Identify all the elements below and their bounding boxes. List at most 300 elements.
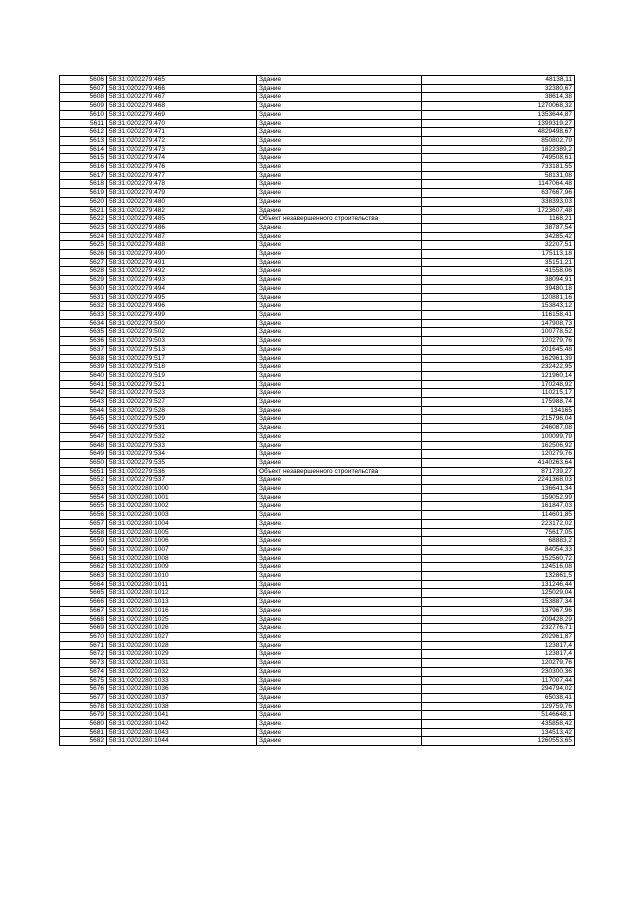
- object-type: Здание: [257, 76, 422, 85]
- cadastral-number: 58:31:0202279:474: [107, 154, 257, 163]
- cadastral-number: 58:31:0202280:1037: [107, 693, 257, 702]
- object-type: Здание: [257, 163, 422, 172]
- row-number: 5634: [60, 319, 107, 328]
- cadastral-value: 68883,2: [422, 537, 575, 546]
- cadastral-number: 58:31:0202280:1010: [107, 572, 257, 581]
- object-type: Здание: [257, 128, 422, 137]
- object-type: Здание: [257, 589, 422, 598]
- row-number: 5630: [60, 284, 107, 293]
- row-number: 5666: [60, 598, 107, 607]
- cadastral-value: 117007,44: [422, 676, 575, 685]
- cadastral-value: 32207,51: [422, 241, 575, 250]
- object-type: Здание: [257, 650, 422, 659]
- cadastral-value: 131246,44: [422, 580, 575, 589]
- row-number: 5681: [60, 728, 107, 737]
- cadastral-number: 58:31:0202279:468: [107, 102, 257, 111]
- object-type: Здание: [257, 328, 422, 337]
- object-type: Здание: [257, 284, 422, 293]
- object-type: Здание: [257, 458, 422, 467]
- row-number: 5667: [60, 606, 107, 615]
- object-type: Здание: [257, 615, 422, 624]
- table-row: [60, 476, 575, 485]
- cadastral-number: 58:31:0202280:1006: [107, 537, 257, 546]
- row-number: 5650: [60, 458, 107, 467]
- table-row: [60, 667, 575, 676]
- cadastral-value: 435858,42: [422, 720, 575, 729]
- cadastral-number: 58:31:0202279:488: [107, 241, 257, 250]
- cadastral-number: 58:31:0202280:1012: [107, 589, 257, 598]
- table-row: [60, 145, 575, 154]
- object-type: Здание: [257, 598, 422, 607]
- object-type: Здание: [257, 711, 422, 720]
- row-number: 5654: [60, 493, 107, 502]
- cadastral-number: 58:31:0202280:1043: [107, 728, 257, 737]
- cadastral-value: 637667,96: [422, 189, 575, 198]
- cadastral-value: 1399319,27: [422, 119, 575, 128]
- object-type: Здание: [257, 572, 422, 581]
- table-row: [60, 171, 575, 180]
- row-number: 5646: [60, 424, 107, 433]
- object-type: Здание: [257, 258, 422, 267]
- cadastral-number: 58:31:0202279:533: [107, 441, 257, 450]
- cadastral-number: 58:31:0202279:478: [107, 180, 257, 189]
- table-row: [60, 572, 575, 581]
- table-row: [60, 136, 575, 145]
- object-type: Здание: [257, 276, 422, 285]
- row-number: 5670: [60, 633, 107, 642]
- table-row: [60, 110, 575, 119]
- table-row: [60, 598, 575, 607]
- object-type: Здание: [257, 154, 422, 163]
- row-number: 5639: [60, 363, 107, 372]
- table-row: [60, 415, 575, 424]
- cadastral-number: 58:31:0202280:1033: [107, 676, 257, 685]
- table-row: [60, 615, 575, 624]
- table-row: [60, 406, 575, 415]
- row-number: 5647: [60, 432, 107, 441]
- row-number: 5628: [60, 267, 107, 276]
- cadastral-value: 201645,48: [422, 345, 575, 354]
- cadastral-number: 58:31:0202279:491: [107, 258, 257, 267]
- table-row: [60, 458, 575, 467]
- object-type: Здание: [257, 180, 422, 189]
- cadastral-number: 58:31:0202280:1007: [107, 545, 257, 554]
- row-number: 5664: [60, 580, 107, 589]
- object-type: Здание: [257, 241, 422, 250]
- row-number: 5633: [60, 310, 107, 319]
- cadastral-number: 58:31:0202279:519: [107, 371, 257, 380]
- row-number: 5641: [60, 380, 107, 389]
- row-number: 5655: [60, 502, 107, 511]
- object-type: Здание: [257, 667, 422, 676]
- cadastral-number: 58:31:0202279:503: [107, 337, 257, 346]
- cadastral-value: 120881,16: [422, 293, 575, 302]
- cadastral-number: 58:31:0202279:495: [107, 293, 257, 302]
- table-row: [60, 720, 575, 729]
- cadastral-value: 159052,99: [422, 493, 575, 502]
- cadastral-number: 58:31:0202280:1000: [107, 485, 257, 494]
- cadastral-value: 147908,73: [422, 319, 575, 328]
- object-type: Здание: [257, 493, 422, 502]
- cadastral-value: 121960,14: [422, 371, 575, 380]
- cadastral-value: 58131,08: [422, 171, 575, 180]
- cadastral-number: 58:31:0202280:1032: [107, 667, 257, 676]
- cadastral-value: 153843,12: [422, 302, 575, 311]
- cadastral-value: 38787,54: [422, 223, 575, 232]
- cadastral-value: 110215,17: [422, 389, 575, 398]
- cadastral-number: 58:31:0202279:466: [107, 84, 257, 93]
- row-number: 5612: [60, 128, 107, 137]
- table-row: [60, 258, 575, 267]
- cadastral-value: 1353644,87: [422, 110, 575, 119]
- object-type: Здание: [257, 502, 422, 511]
- cadastral-value: 38094,91: [422, 276, 575, 285]
- object-type: Объект незавершенного строительства: [257, 215, 422, 224]
- row-number: 5625: [60, 241, 107, 250]
- table-row: [60, 633, 575, 642]
- cadastral-number: 58:31:0202280:1011: [107, 580, 257, 589]
- table-row: [60, 302, 575, 311]
- cadastral-value: 294794,02: [422, 685, 575, 694]
- table-row: [60, 528, 575, 537]
- cadastral-value: 65038,41: [422, 693, 575, 702]
- row-number: 5621: [60, 206, 107, 215]
- row-number: 5626: [60, 250, 107, 259]
- cadastral-value: 120279,76: [422, 450, 575, 459]
- cadastral-value: 120279,76: [422, 337, 575, 346]
- cadastral-value: 39480,18: [422, 284, 575, 293]
- row-number: 5619: [60, 189, 107, 198]
- cadastral-number: 58:31:0202279:496: [107, 302, 257, 311]
- cadastral-number: 58:31:0202279:472: [107, 136, 257, 145]
- table-row: [60, 293, 575, 302]
- cadastral-value: 153887,34: [422, 598, 575, 607]
- cadastral-number: 58:31:0202279:499: [107, 310, 257, 319]
- row-number: 5661: [60, 554, 107, 563]
- object-type: Здание: [257, 641, 422, 650]
- object-type: Здание: [257, 197, 422, 206]
- table-row: [60, 354, 575, 363]
- row-number: 5638: [60, 354, 107, 363]
- cadastral-number: 58:31:0202280:1003: [107, 511, 257, 520]
- cadastral-number: 58:31:0202279:532: [107, 432, 257, 441]
- table-row: [60, 197, 575, 206]
- cadastral-number: 58:31:0202279:523: [107, 389, 257, 398]
- row-number: 5656: [60, 511, 107, 520]
- object-type: Здание: [257, 633, 422, 642]
- table-row: [60, 537, 575, 546]
- table-row: [60, 641, 575, 650]
- table-row: [60, 232, 575, 241]
- cadastral-value: 4140263,64: [422, 458, 575, 467]
- object-type: Здание: [257, 250, 422, 259]
- row-number: 5632: [60, 302, 107, 311]
- table-row: [60, 450, 575, 459]
- cadastral-number: 58:31:0202280:1026: [107, 624, 257, 633]
- table-row: [60, 650, 575, 659]
- cadastral-value: 175988,74: [422, 398, 575, 407]
- object-type: Здание: [257, 702, 422, 711]
- object-type: Здание: [257, 676, 422, 685]
- row-number: 5637: [60, 345, 107, 354]
- cadastral-number: 58:31:0202279:477: [107, 171, 257, 180]
- table-row: [60, 511, 575, 520]
- row-number: 5606: [60, 76, 107, 85]
- cadastral-number: 58:31:0202280:1008: [107, 554, 257, 563]
- table-row: [60, 519, 575, 528]
- cadastral-value: 123817,4: [422, 650, 575, 659]
- object-type: Здание: [257, 485, 422, 494]
- table-row: [60, 380, 575, 389]
- cadastral-value: 202961,87: [422, 633, 575, 642]
- table-row: [60, 389, 575, 398]
- cadastral-number: 58:31:0202280:1027: [107, 633, 257, 642]
- row-number: 5643: [60, 398, 107, 407]
- row-number: 5624: [60, 232, 107, 241]
- row-number: 5676: [60, 685, 107, 694]
- table-row: [60, 310, 575, 319]
- cadastral-number: 58:31:0202279:482: [107, 206, 257, 215]
- row-number: 5675: [60, 676, 107, 685]
- row-number: 5677: [60, 693, 107, 702]
- cadastral-number: 58:31:0202279:531: [107, 424, 257, 433]
- table-row: [60, 398, 575, 407]
- row-number: 5649: [60, 450, 107, 459]
- object-type: Здание: [257, 720, 422, 729]
- row-number: 5673: [60, 659, 107, 668]
- row-number: 5651: [60, 467, 107, 476]
- table-row: [60, 693, 575, 702]
- cadastral-number: 58:31:0202280:1016: [107, 606, 257, 615]
- row-number: 5618: [60, 180, 107, 189]
- object-type: Здание: [257, 380, 422, 389]
- table-row: [60, 215, 575, 224]
- cadastral-number: 58:31:0202279:467: [107, 93, 257, 102]
- object-type: Здание: [257, 511, 422, 520]
- table-row: [60, 128, 575, 137]
- table-row: [60, 206, 575, 215]
- row-number: 5680: [60, 720, 107, 729]
- object-type: Здание: [257, 189, 422, 198]
- cadastral-value: 749508,61: [422, 154, 575, 163]
- cadastral-number: 58:31:0202280:1002: [107, 502, 257, 511]
- table-row: [60, 441, 575, 450]
- object-type: Здание: [257, 363, 422, 372]
- table-row: [60, 493, 575, 502]
- cadastral-number: 58:31:0202280:1029: [107, 650, 257, 659]
- object-type: Здание: [257, 398, 422, 407]
- cadastral-value: 134513,42: [422, 728, 575, 737]
- cadastral-number: 58:31:0202279:517: [107, 354, 257, 363]
- cadastral-number: 58:31:0202279:479: [107, 189, 257, 198]
- row-number: 5648: [60, 441, 107, 450]
- object-type: Здание: [257, 441, 422, 450]
- cadastral-value: 162506,92: [422, 441, 575, 450]
- table-row: [60, 337, 575, 346]
- table-row: [60, 363, 575, 372]
- row-number: 5620: [60, 197, 107, 206]
- cadastral-number: 58:31:0202279:471: [107, 128, 257, 137]
- object-type: Здание: [257, 624, 422, 633]
- row-number: 5657: [60, 519, 107, 528]
- row-number: 5652: [60, 476, 107, 485]
- table-row: [60, 276, 575, 285]
- object-type: Здание: [257, 345, 422, 354]
- object-type: Здание: [257, 93, 422, 102]
- object-type: Здание: [257, 232, 422, 241]
- object-type: Здание: [257, 119, 422, 128]
- row-number: 5623: [60, 223, 107, 232]
- cadastral-number: 58:31:0202279:502: [107, 328, 257, 337]
- cadastral-value: 116158,41: [422, 310, 575, 319]
- object-type: Здание: [257, 337, 422, 346]
- row-number: 5611: [60, 119, 107, 128]
- cadastral-number: 58:31:0202280:1009: [107, 563, 257, 572]
- cadastral-number: 58:31:0202280:1025: [107, 615, 257, 624]
- table-row: [60, 319, 575, 328]
- table-row: [60, 223, 575, 232]
- table-row: [60, 284, 575, 293]
- cadastral-value: 120279,76: [422, 659, 575, 668]
- cadastral-value: 1270068,32: [422, 102, 575, 111]
- table-row: [60, 502, 575, 511]
- object-type: Здание: [257, 171, 422, 180]
- cadastral-value: 137967,96: [422, 606, 575, 615]
- table-row: [60, 685, 575, 694]
- cadastral-value: 232776,71: [422, 624, 575, 633]
- table-row: [60, 702, 575, 711]
- cadastral-number: 58:31:0202279:527: [107, 398, 257, 407]
- row-number: 5627: [60, 258, 107, 267]
- cadastral-value: 38614,38: [422, 93, 575, 102]
- row-number: 5629: [60, 276, 107, 285]
- table-row: [60, 250, 575, 259]
- object-type: Здание: [257, 528, 422, 537]
- cadastral-number: 58:31:0202279:537: [107, 476, 257, 485]
- cadastral-value: 35151,21: [422, 258, 575, 267]
- row-number: 5610: [60, 110, 107, 119]
- cadastral-number: 58:31:0202279:470: [107, 119, 257, 128]
- object-type: Здание: [257, 406, 422, 415]
- cadastral-value: 232422,95: [422, 363, 575, 372]
- object-type: Здание: [257, 354, 422, 363]
- cadastral-number: 58:31:0202280:1004: [107, 519, 257, 528]
- row-number: 5615: [60, 154, 107, 163]
- cadastral-number: 58:31:0202280:1001: [107, 493, 257, 502]
- cadastral-number: 58:31:0202279:528: [107, 406, 257, 415]
- cadastral-number: 58:31:0202280:1036: [107, 685, 257, 694]
- cadastral-number: 58:31:0202280:1013: [107, 598, 257, 607]
- cadastral-value: 175113,18: [422, 250, 575, 259]
- table-row: [60, 424, 575, 433]
- row-number: 5665: [60, 589, 107, 598]
- object-type: Здание: [257, 728, 422, 737]
- row-number: 5678: [60, 702, 107, 711]
- cadastral-value: 2241368,03: [422, 476, 575, 485]
- table-row: [60, 119, 575, 128]
- object-type: Здание: [257, 545, 422, 554]
- row-number: 5669: [60, 624, 107, 633]
- row-number: 5662: [60, 563, 107, 572]
- object-type: Здание: [257, 302, 422, 311]
- object-type: Здание: [257, 606, 422, 615]
- table-row: [60, 371, 575, 380]
- row-number: 5653: [60, 485, 107, 494]
- cadastral-number: 58:31:0202279:535: [107, 458, 257, 467]
- table-row: [60, 580, 575, 589]
- table-row: [60, 485, 575, 494]
- table-row: [60, 711, 575, 720]
- row-number: 5659: [60, 537, 107, 546]
- object-type: Здание: [257, 415, 422, 424]
- cadastral-number: 58:31:0202279:485: [107, 215, 257, 224]
- cadastral-value: 733181,55: [422, 163, 575, 172]
- row-number: 5658: [60, 528, 107, 537]
- table-row: [60, 241, 575, 250]
- cadastral-number: 58:31:0202279:529: [107, 415, 257, 424]
- cadastral-number: 58:31:0202279:469: [107, 110, 257, 119]
- cadastral-number: 58:31:0202279:487: [107, 232, 257, 241]
- cadastral-value: 338393,03: [422, 197, 575, 206]
- object-type: Здание: [257, 580, 422, 589]
- table-body: [60, 76, 575, 746]
- table-row: [60, 554, 575, 563]
- cadastral-number: 58:31:0202280:1041: [107, 711, 257, 720]
- cadastral-value: 850802,79: [422, 136, 575, 145]
- cadastral-number: 58:31:0202280:1042: [107, 720, 257, 729]
- table-row: [60, 737, 575, 746]
- cadastral-number: 58:31:0202279:521: [107, 380, 257, 389]
- row-number: 5645: [60, 415, 107, 424]
- object-type: Здание: [257, 102, 422, 111]
- row-number: 5614: [60, 145, 107, 154]
- table-row: [60, 589, 575, 598]
- table-row: [60, 606, 575, 615]
- cadastral-value: 1168,21: [422, 215, 575, 224]
- cadastral-value: 152560,72: [422, 554, 575, 563]
- row-number: 5674: [60, 667, 107, 676]
- table-row: [60, 180, 575, 189]
- table-row: [60, 563, 575, 572]
- cadastral-value: 230300,36: [422, 667, 575, 676]
- row-number: 5642: [60, 389, 107, 398]
- table-row: [60, 328, 575, 337]
- cadastral-number: 58:31:0202279:518: [107, 363, 257, 372]
- object-type: Здание: [257, 206, 422, 215]
- object-type: Здание: [257, 267, 422, 276]
- table-row: [60, 432, 575, 441]
- object-type: Здание: [257, 476, 422, 485]
- cadastral-value: 114601,85: [422, 511, 575, 520]
- cadastral-value: 1822389,2: [422, 145, 575, 154]
- cadastral-value: 129759,76: [422, 702, 575, 711]
- object-type: Здание: [257, 389, 422, 398]
- row-number: 5622: [60, 215, 107, 224]
- cadastral-value: 871739,27: [422, 467, 575, 476]
- row-number: 5644: [60, 406, 107, 415]
- cadastral-value: 161847,03: [422, 502, 575, 511]
- row-number: 5660: [60, 545, 107, 554]
- table-row: [60, 728, 575, 737]
- row-number: 5671: [60, 641, 107, 650]
- table-row: [60, 163, 575, 172]
- cadastral-value: 132861,5: [422, 572, 575, 581]
- cadastral-number: 58:31:0202280:1038: [107, 702, 257, 711]
- cadastral-number: 58:31:0202280:1028: [107, 641, 257, 650]
- object-type: Здание: [257, 84, 422, 93]
- row-number: 5682: [60, 737, 107, 746]
- cadastral-value: 215796,04: [422, 415, 575, 424]
